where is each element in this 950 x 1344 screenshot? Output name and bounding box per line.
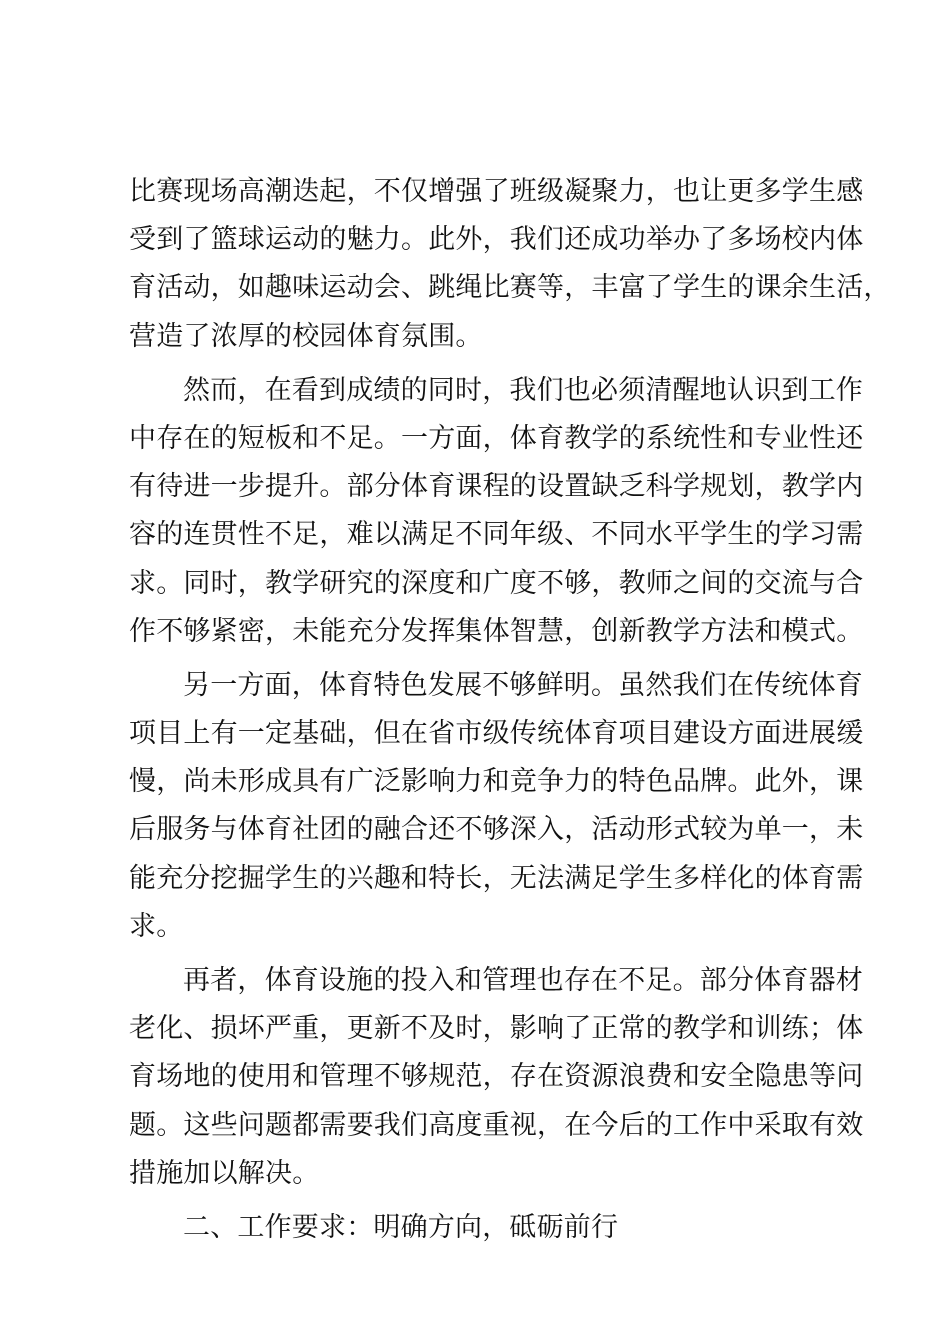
text-line: 另一方面，体育特色发展不够鲜明。虽然我们在传统体育 <box>183 669 863 701</box>
text-line: 再者，体育设施的投入和管理也存在不足。部分体育器材 <box>183 965 863 996</box>
paragraph-1 <box>129 168 891 361</box>
text-line: 营造了浓厚的校园体育氛围。 <box>129 320 483 352</box>
text-line: 求。 <box>129 910 184 942</box>
heading-text: 二、工作要求：明确方向，砥砺前行 <box>183 1211 619 1243</box>
paragraph-4 <box>129 957 864 1198</box>
text-line: 能充分挖掘学生的兴趣和特长，无法满足学生多样化的体育需 <box>129 862 864 894</box>
section-heading <box>129 1204 831 1252</box>
text-line: 求。同时，教学研究的深度和广度不够，教师之间的交流与合 <box>129 567 864 599</box>
text-line: 老化、损坏严重，更新不及时，影响了正常的教学和训练；体 <box>129 1013 864 1045</box>
paragraph-2 <box>129 367 864 656</box>
text-line: 比赛现场高潮迭起，不仅增强了班级凝聚力，也让更多学生感 <box>129 176 864 207</box>
text-line: 受到了篮球运动的魅力。此外，我们还成功举办了多场校内体 <box>129 224 864 256</box>
text-line: 作不够紧密，未能充分发挥集体智慧，创新教学方法和模式。 <box>129 615 864 647</box>
document-body <box>129 168 891 1252</box>
text-line: 有待进一步提升。部分体育课程的设置缺乏科学规划，教学内 <box>129 471 864 503</box>
paragraph-3 <box>129 662 864 951</box>
text-line: 慢，尚未形成具有广泛影响力和竞争力的特色品牌。此外，课 <box>129 766 864 798</box>
text-line: 题。这些问题都需要我们高度重视，在今后的工作中采取有效 <box>129 1109 864 1141</box>
text-line: 育活动，如趣味运动会、跳绳比赛等，丰富了学生的课余生活， <box>129 272 891 304</box>
text-line: 然而，在看到成绩的同时，我们也必须清醒地认识到工作 <box>183 374 863 406</box>
text-line: 措施加以解决。 <box>129 1157 320 1189</box>
text-line: 后服务与体育社团的融合还不够深入，活动形式较为单一，未 <box>129 814 864 846</box>
text-line: 育场地的使用和管理不够规范，存在资源浪费和安全隐患等问 <box>129 1061 864 1093</box>
text-line: 中存在的短板和不足。一方面，体育教学的系统性和专业性还 <box>129 422 864 454</box>
text-line: 容的连贯性不足，难以满足不同年级、不同水平学生的学习需 <box>129 519 864 551</box>
text-line: 项目上有一定基础，但在省市级传统体育项目建设方面进展缓 <box>129 718 864 750</box>
